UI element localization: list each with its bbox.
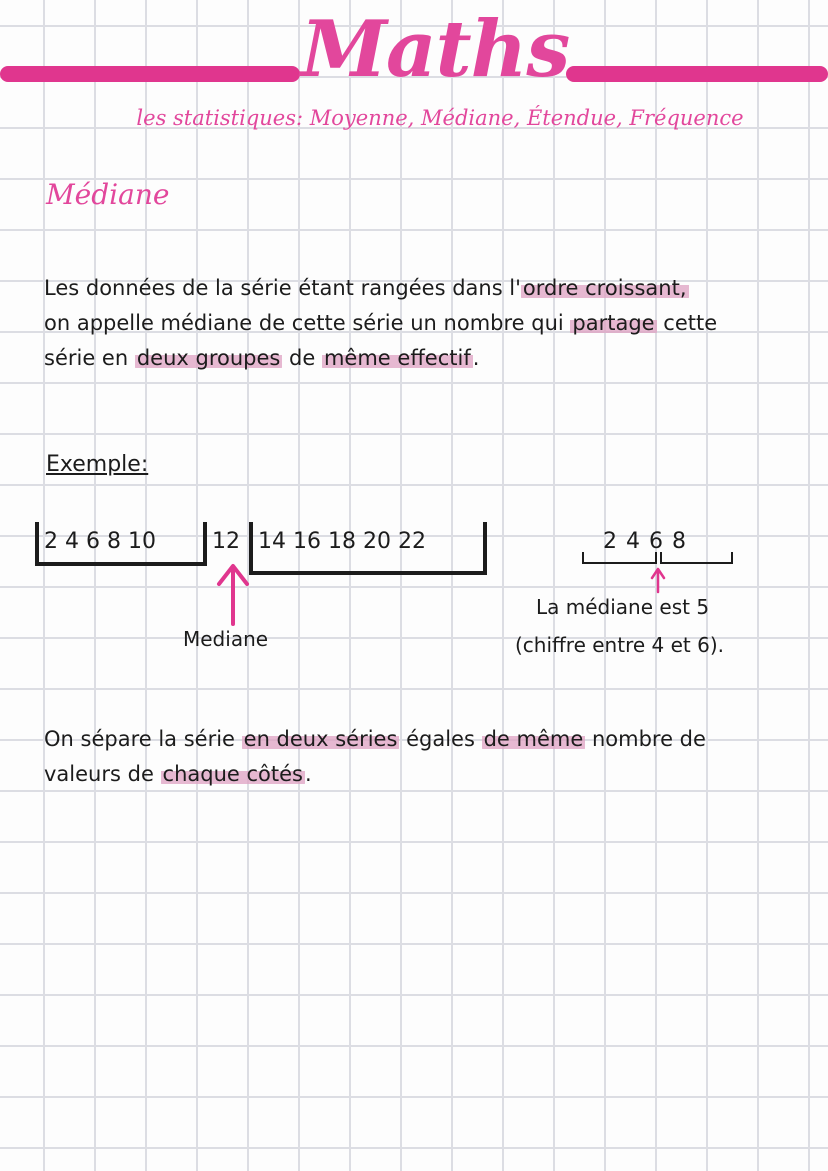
page-subtitle: les statistiques: Moyenne, Médiane, Étendue, Fréquence [136, 106, 744, 130]
text: cette [656, 311, 718, 335]
series1-left-group: 2 4 6 8 10 [44, 529, 156, 554]
conclusion-line-2 [44, 757, 706, 792]
text: de [282, 346, 322, 370]
example-label: Exemple: [46, 452, 149, 477]
highlight: chaque côtés [162, 762, 303, 786]
text: On sépare la série [44, 727, 242, 751]
highlight: même effectif [323, 346, 471, 370]
highlight: ordre croissant, [522, 276, 687, 300]
text: égales [399, 727, 482, 751]
highlight: de même [483, 727, 584, 751]
highlight: deux groupes [136, 346, 281, 370]
series1-median-label: Mediane [183, 627, 269, 651]
text: . [472, 346, 480, 370]
series2-caption-line1: La médiane est 5 [536, 595, 710, 619]
page-title: Maths [300, 4, 570, 95]
series2-caption-line2: (chiffre entre 4 et 6). [515, 633, 724, 657]
conclusion-line-1 [44, 722, 706, 757]
series2-values: 2 4 6 8 [603, 529, 687, 554]
series1-median-value: 12 [212, 529, 240, 554]
text: Les données de la série étant rangées dans l' [44, 276, 521, 300]
text: on appelle médiane de cette série un nombre qui [44, 311, 571, 335]
conclusion-paragraph [44, 722, 706, 792]
section-title: Médiane [46, 178, 170, 211]
highlight: partage [572, 311, 655, 335]
text: série en [44, 346, 135, 370]
series1-right-group: 14 16 18 20 22 [258, 529, 426, 554]
text: nombre de [585, 727, 706, 751]
text: valeurs de [44, 762, 161, 786]
text: . [305, 762, 312, 786]
highlight: en deux séries [243, 727, 398, 751]
